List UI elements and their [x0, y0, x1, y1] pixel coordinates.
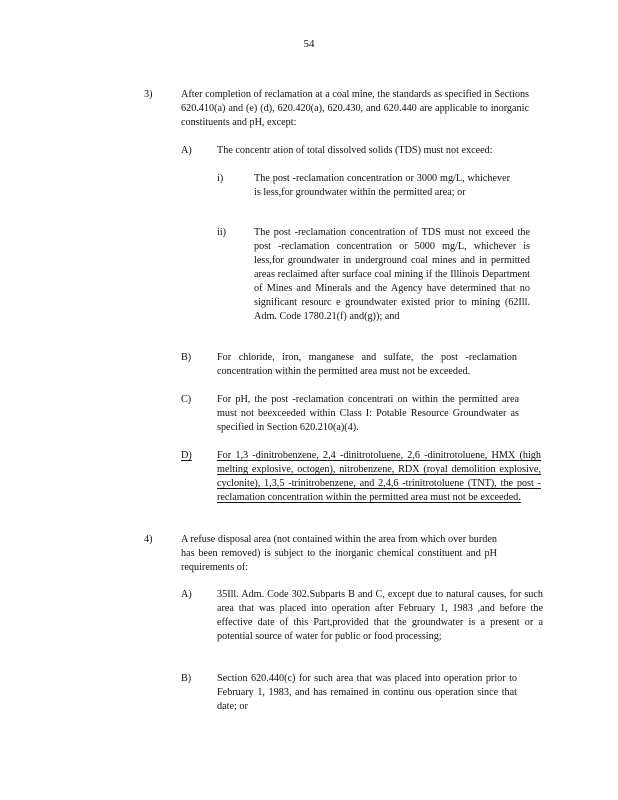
- item-4b-marker: B): [181, 673, 192, 684]
- item-4a-marker: A): [181, 589, 192, 600]
- item-3d-marker: D): [181, 450, 192, 461]
- item-3b-text: For chloride, iron, manganese and sulfate, the post -reclamation concentration within the permitted area must not be exceeded.: [217, 352, 517, 377]
- item-4-marker: 4): [144, 534, 153, 545]
- item-3a-ii-text: The post -reclamation concentration of TDS must not exceed the post -reclamation concentration or 5000 mg/L, whichever is less,for groundwater in underground coal mines and in permitted areas reclaimed after surface coal mining if the Illinois Department of Mines and Minerals and the Agency have determined that no significant resourc e groundwater existed prior to mining (62Ill. Adm. Code 1780.21(f) and(g)); and: [254, 227, 530, 322]
- item-3b-marker: B): [181, 352, 192, 363]
- item-4a-text: 35Ill. Adm. Code 302.Subparts B and C, except due to natural causes, for such area that was placed into operation after February 1, 1983 ,and before the effective date of this Part,provided that the groundwater is a present or a potential source of water for public or food processing;: [217, 589, 543, 642]
- item-3a-i-text: The post -reclamation concentration or 3000 mg/L, whichever is less,for groundwater within the permitted area; or: [254, 173, 510, 198]
- item-3a-text: The concentr ation of total dissolved solids (TDS) must not exceed:: [217, 145, 493, 156]
- item-3c-marker: C): [181, 394, 192, 405]
- item-3a-marker: A): [181, 145, 192, 156]
- page-number: 54: [303, 38, 315, 50]
- item-3d-text: For 1,3 -dinitrobenzene, 2,4 -dinitrotoluene, 2,6 -dinitrotoluene, HMX (high melting explosive, octogen), nitrobenzene, RDX (royal demolition explosive, cyclonite), 1,3,5 -trinitrobenzene, and 2,4,6 -trinitrotoluene (TNT), the post -reclamation concentration within the permitted area must not be exceeded.: [217, 450, 541, 503]
- item-3a-i-marker: i): [217, 173, 224, 184]
- item-3-text: After completion of reclamation at a coal mine, the standards as specified in Sections 620.410(a) and (e) (d), 620.420(a), 620.430, and 620.440 are applicable to inorganic constituents and pH, except:: [181, 89, 529, 128]
- item-3c-text: For pH, the post -reclamation concentrati on within the permitted area must not beexceeded within Class I: Potable Resource Groundwater as specified in Section 620.210(a)(4).: [217, 394, 519, 433]
- item-3a-ii-marker: ii): [217, 227, 227, 238]
- item-4-text: A refuse disposal area (not contained within the area from which over burden has been removed) is subject to the inorganic chemical constituent and pH requirements of:: [181, 534, 497, 573]
- item-4b-text: Section 620.440(c) for such area that was placed into operation prior to February 1, 1983, and has remained in continu ous operation since that date; or: [217, 673, 517, 712]
- item-3-marker: 3): [144, 89, 153, 100]
